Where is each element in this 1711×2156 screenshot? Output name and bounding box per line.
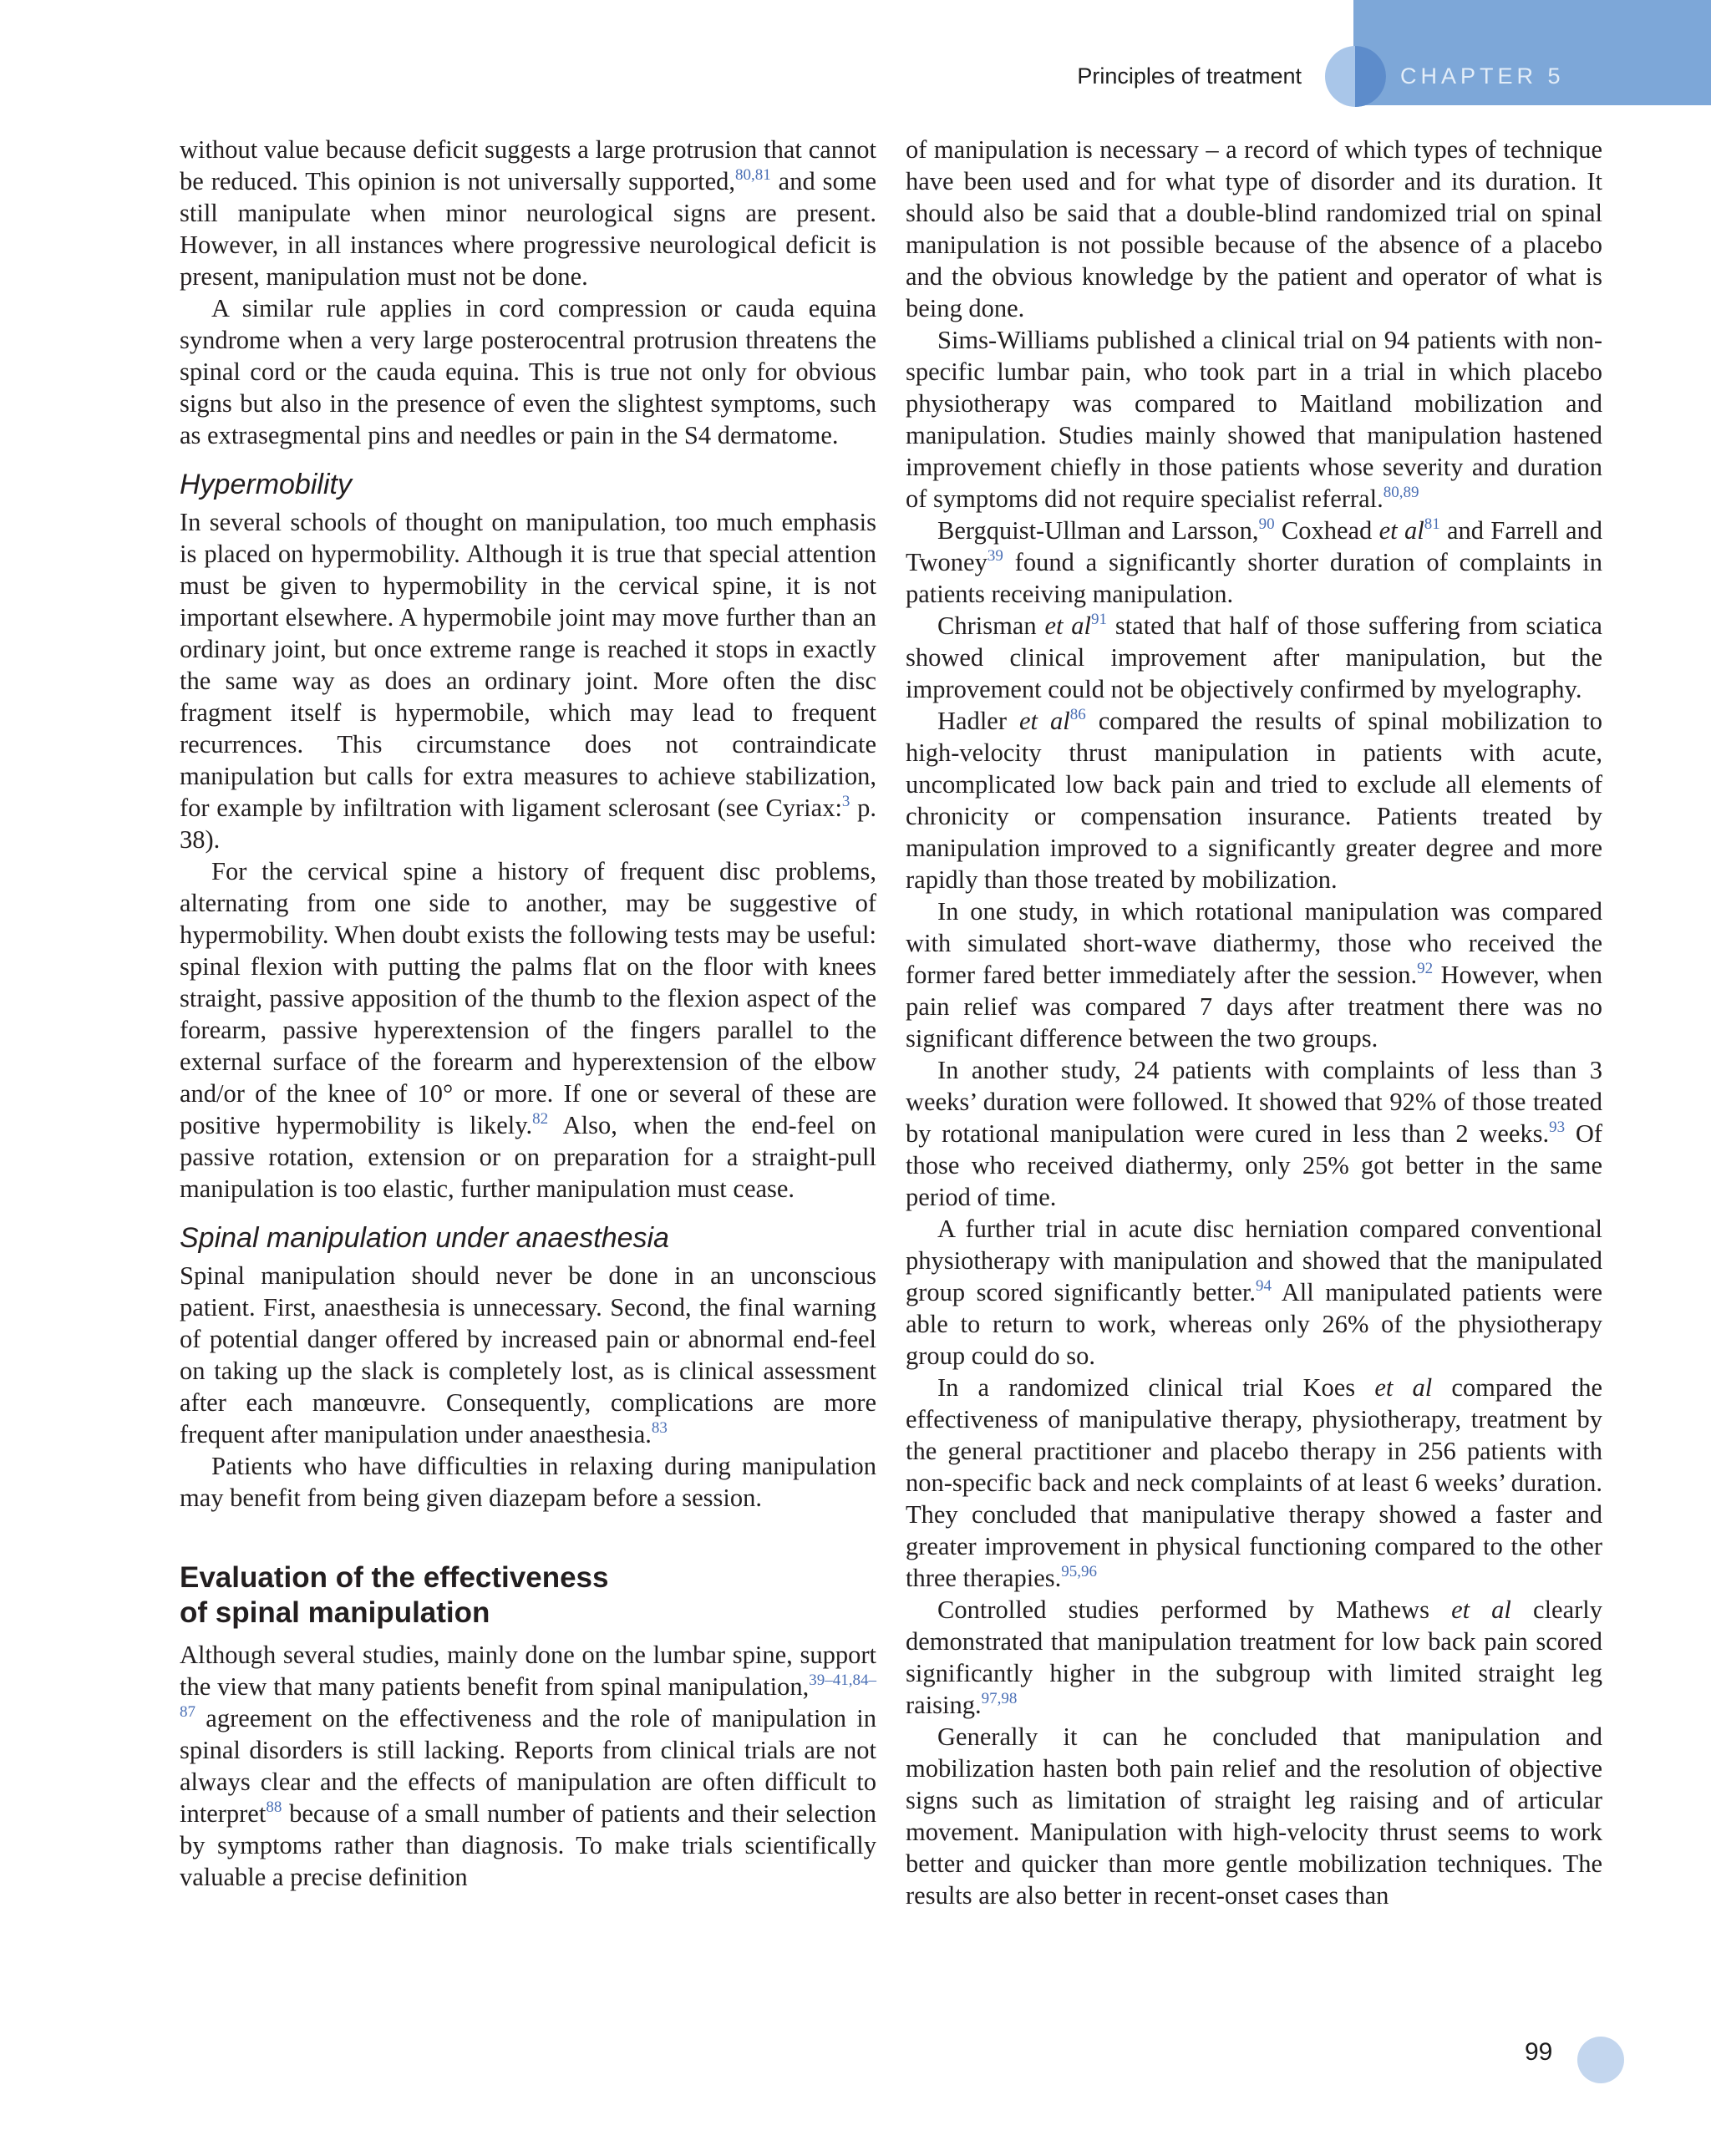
- reference: 83: [651, 1419, 668, 1437]
- reference: 95,96: [1061, 1563, 1098, 1580]
- reference: 86: [1069, 706, 1086, 723]
- reference: 39: [987, 547, 1003, 565]
- paragraph: of manipulation is necessary – a record of which types of technique have been used and for what type of disorder and its duration. It should also be said that a double-blind randomized trial on spinal manipulation is not possible because of the absence of a placebo and the obvious knowledge by the patient and operator of what is being done.: [906, 135, 1602, 322]
- paragraph: Generally it can he concluded that manipulation and mobilization hasten both pain relief and the resolution of objective signs such as limitation of straight leg raising and of articular movement. Manipulation with high-velocity thrust seems to work better and quicker than more gentle mobilization techniques. The results are also better in recent-onset cases than: [906, 1722, 1602, 1910]
- section-heading-evaluation: Evaluation of the effectiveness of spinal manipulation: [180, 1561, 609, 1629]
- paragraph: Hadler et al$^{86}$ compared the results of spinal mobilization to high-velocity thrust manipulation in patients with acute, uncomplicated low back pain and tried to exclude all elements of chronicity or compensation insurance. Patients treated by manipulation improved to a significantly greater degree and more rapidly than those treated by mobilization.: [906, 706, 1602, 894]
- paragraph: Controlled studies performed by Mathews et al clearly demonstrated that manipulation treatment for low back pain scored significantly higher in the subgroup with limited straight leg raising.$^{97,98}$: [906, 1595, 1602, 1719]
- paragraph: In several schools of thought on manipulation, too much emphasis is placed on hypermobility. Although it is true that special attention must be given to hypermobility in the cervical spine, it is not important elsewhere. A hypermobile joint may move further than an ordinary joint, but once extreme range is reached it stops in exactly the same way as does an ordinary joint. More often the disc fragment itself is hypermobile, which may lead to frequent recurrences. This circumstance does not contraindicate manipulation but calls for extra measures to achieve stabilization, for example by infiltration with ligament sclerosant (see Cyriax:$^3$ p. 38).: [180, 508, 876, 854]
- chapter-tab: [1353, 0, 1711, 105]
- paragraph: In one study, in which rotational manipulation was compared with simulated short-wave diathermy, those who received the former fared better immediately after the session.$^{92}$ However, when pain relief was compared 7 days after treatment there was no significant difference between the two groups.: [906, 897, 1602, 1053]
- reference: 88: [266, 1798, 282, 1816]
- chapter-circle-icon: [1325, 46, 1386, 107]
- reference: 90: [1258, 515, 1275, 533]
- reference: 82: [532, 1110, 549, 1128]
- reference: 92: [1417, 960, 1434, 977]
- reference: 91: [1091, 611, 1107, 628]
- section-heading-hypermobility: Hypermobility: [180, 469, 352, 500]
- paragraph: Patients who have difficulties in relaxing during manipulation may benefit from being given diazepam before a session.: [180, 1452, 876, 1512]
- reference: 80,81: [734, 166, 771, 184]
- reference: 97,98: [981, 1690, 1018, 1707]
- page-number: 99: [1525, 2038, 1553, 2066]
- reference: 94: [1255, 1277, 1272, 1295]
- reference: 80,89: [1383, 484, 1419, 501]
- section-heading-anaesthesia: Spinal manipulation under anaesthesia: [180, 1222, 669, 1254]
- paragraph: Although several studies, mainly done on the lumbar spine, support the view that many patients benefit from spinal manipulation,$^{39-41,84-87}$ agreement on the effectiveness and the role of manipulation in spinal disorders is still lacking. Reports from clinical trials are not always clear and the effects of manipulation are often difficult to interpret$^{88}$ because of a small number of patients and their selection by symptoms rather than diagnosis. To make trials scientifically valuable a precise definition: [180, 1641, 876, 1891]
- paragraph: In a randomized clinical trial Koes et al compared the effectiveness of manipulative therapy, physiotherapy, treatment by the general practitioner and placebo therapy in 256 patients with non-specific back and neck complaints of at least 6 weeks’ duration. They concluded that manipulative therapy showed a faster and greater improvement in physical functioning compared to the other three therapies.$^{95,96}$: [906, 1373, 1602, 1592]
- reference: 3: [841, 793, 850, 810]
- paragraph: Spinal manipulation should never be done in an unconscious patient. First, anaesthesia is unnecessary. Second, the final warning of potential danger offered by increased pain or abnormal end-feel on taking up the slack is completely lost, as is clinical assessment after each manœuvre. Consequently, complications are more frequent after manipulation under anaesthesia.$^{83}$: [180, 1261, 876, 1448]
- running-header-title: Principles of treatment: [1077, 63, 1302, 89]
- paragraph: Bergquist-Ullman and Larsson,$^{90}$ Coxhead et al$^{81}$ and Farrell and Twoney$^{39}$ found a significantly shorter duration of complaints in patients receiving manipulation.: [906, 515, 1603, 608]
- chapter-label: CHAPTER 5: [1400, 63, 1565, 89]
- right-column: [906, 134, 1602, 1911]
- paragraph: A similar rule applies in cord compression or cauda equina syndrome when a very large posterocentral protrusion threatens the spinal cord or the cauda equina. This is true not only for obvious signs but also in the presence of even the slightest symptoms, such as extrasegmental pins and needles or pain in the S4 dermatome.: [180, 294, 876, 449]
- left-column: [180, 134, 876, 1893]
- paragraph: Sims-Williams published a clinical trial on 94 patients with non-specific lumbar pain, who took part in a trial in which placebo physiotherapy was compared to Maitland mobilization and manipulation. Studies mainly showed that manipulation hastened improvement chiefly in those patients whose severity and duration of symptoms did not require specialist referral.$^{80,89}$: [906, 326, 1602, 513]
- paragraph: Chrisman et al$^{91}$ stated that half of those suffering from sciatica showed clinical improvement after manipulation, but the improvement could not be objectively confirmed by myelography.: [906, 611, 1602, 703]
- paragraph: A further trial in acute disc herniation compared conventional physiotherapy with manipulation and showed that the manipulated group scored significantly better.$^{94}$ All manipulated patients were able to return to work, whereas only 26% of the physiotherapy group could do so.: [906, 1215, 1602, 1370]
- reference: 93: [1549, 1119, 1566, 1136]
- paragraph: In another study, 24 patients with complaints of less than 3 weeks’ duration were followed. It showed that 92% of those treated by rotational manipulation were cured in less than 2 weeks.$^{93}$ Of those who received diathermy, only 25% got better in the same period of time.: [906, 1056, 1602, 1211]
- reference: 39–41,84–87: [180, 1672, 876, 1721]
- paragraph: without value because deficit suggests a large protrusion that cannot be reduced. This opinion is not universally supported,$^{80,81}$ and some still manipulate when minor neurological signs are present. However, in all instances where progressive neurological deficit is present, manipulation must not be done.: [180, 135, 876, 291]
- reference: 81: [1424, 515, 1440, 533]
- page-marker-circle-icon: [1577, 2037, 1624, 2083]
- paragraph: For the cervical spine a history of frequent disc problems, alternating from one side to another, may be suggestive of hypermobility. When doubt exists the following tests may be useful: spinal flexion with putting the palms flat on the floor with knees straight, passive apposition of the thumb to the flexion aspect of the forearm, passive hyperextension of the fingers parallel to the external surface of the forearm and hyperextension of the elbow and/or of the knee of 10° or more. If one or several of these are positive hypermobility is likely.$^{82}$ Also, when the end-feel on passive rotation, extension or on preparation for a straight-pull manipulation is too elastic, further manipulation must cease.: [180, 857, 876, 1203]
